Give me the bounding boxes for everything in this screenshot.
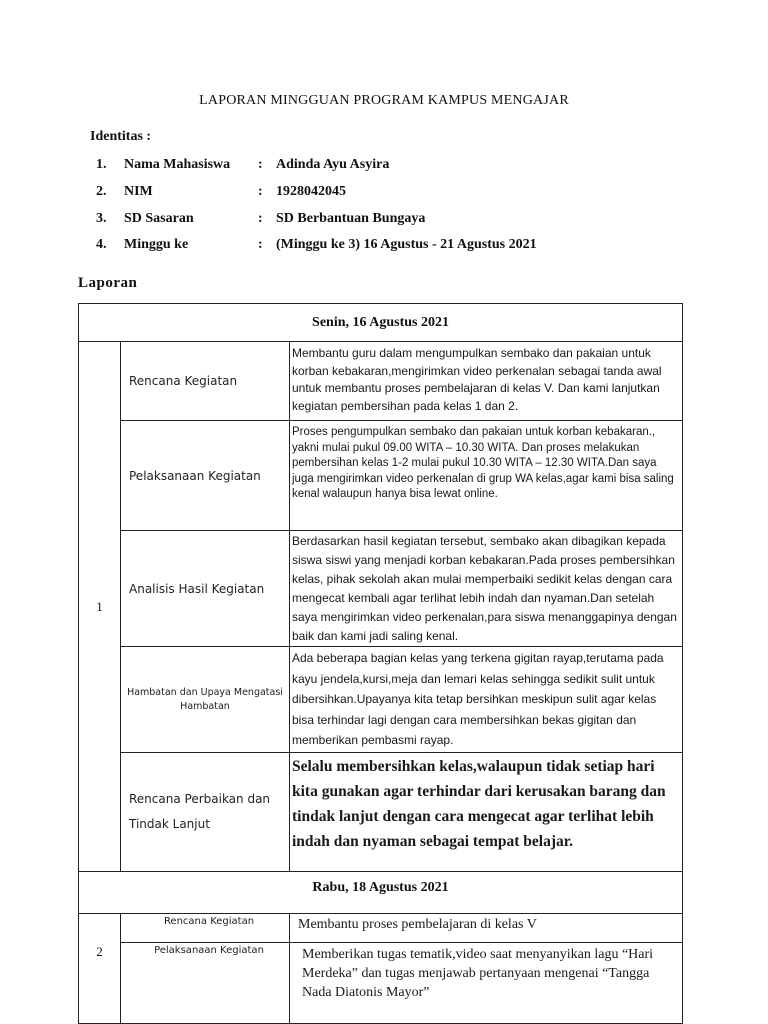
identitas-label-sd: SD Sasaran [124, 211, 194, 226]
identitas-value-sd: SD Berbantuan Bungaya [276, 211, 426, 226]
label-rencana-kegiatan-2: Rencana Kegiatan [120, 913, 290, 943]
identitas-value-minggu: (Minggu ke 3) 16 Agustus - 21 Agustus 2021 [276, 237, 537, 252]
content-hambatan: Ada beberapa bagian kelas yang terkena gigitan rayap,terutama pada kayu jendela,kursi,meja dan lemari kelas sehingga sedikit sulit untuk dibersihkan.Upayanya kita tetap bersihkan meskipun sulit agar kelas bisa terhindar lagi dengan cara membersihkan bekas gigitan dan memberikan pembasmi rayap. [289, 646, 683, 753]
day-number-1: 1 [78, 341, 121, 872]
identitas-row-nim [96, 184, 696, 204]
identitas-colon: : [258, 211, 263, 226]
identitas-number: 4. [96, 237, 107, 252]
identitas-label: Identitas : [90, 129, 152, 144]
content-rencana-kegiatan: Membantu guru dalam mengumpulkan sembako dan pakaian untuk korban kebakaran,mengirimkan video perkenalan sebagai tanda awal untuk membantu proses pembelajaran di kelas V. Dan kami lanjutkan kegiatan pembersihan pada kelas 1 dan 2. [289, 341, 683, 421]
identitas-number: 1. [96, 157, 107, 172]
label-pelaksanaan-kegiatan: Pelaksanaan Kegiatan [120, 420, 290, 531]
identitas-colon: : [258, 237, 263, 252]
content-rencana-perbaikan: Selalu membersihkan kelas,walaupun tidak setiap hari kita gunakan agar terhindar dari kerusakan barang dan tindak lanjut dengan cara mengecat agar terlihat lebih indah dan nyaman sebagai tempat belajar. [289, 752, 683, 872]
label-rencana-perbaikan: Rencana Perbaikan dan Tindak Lanjut [120, 752, 290, 872]
identitas-number: 2. [96, 184, 107, 199]
identitas-colon: : [258, 157, 263, 172]
content-rencana-kegiatan-2: Membantu proses pembelajaran di kelas V [289, 913, 683, 943]
identitas-row-sd [96, 211, 696, 231]
identitas-value-nim: 1928042045 [276, 184, 346, 199]
identitas-label-minggu: Minggu ke [124, 237, 189, 252]
identitas-row-minggu [96, 237, 696, 257]
day-number-2: 2 [78, 913, 121, 1024]
label-hambatan: Hambatan dan Upaya Mengatasi Hambatan [120, 646, 290, 753]
identitas-row-nama [96, 157, 696, 177]
content-pelaksanaan-kegiatan: Proses pengumpulkan sembako dan pakaian untuk korban kebakaran., yakni mulai pukul 09.00 WITA – 10.30 WITA. Dan proses melakukan pembersihan kelas 1-2 mulai pukul 10.30 WITA – 12.30 WITA.Dan saya juga mengirimkan video perkenalan di grup WA kelas,agar kami bisa saling kenal walaupun hanya bisa lewat online. [289, 420, 683, 531]
day-header-rabu: Rabu, 18 Agustus 2021 [78, 871, 683, 914]
content-analisis-hasil: Berdasarkan hasil kegiatan tersebut, sembako akan dibagikan kepada siswa siswi yang menjadi korban kebakaran.Pada proses pembersihkan kelas, pihak sekolah akan mulai memperbaiki sedikit kelas dengan cara mengecat kembali agar terlihat lebih indah dan nyaman.Dan setelah saya mengirimkan video perkenalan,para siswa menanggapinya dengan baik dan kami jadi saling kenal. [289, 530, 683, 647]
label-pelaksanaan-kegiatan-2: Pelaksanaan Kegiatan [120, 942, 290, 1024]
identitas-colon: : [258, 184, 263, 199]
day-header-senin: Senin, 16 Agustus 2021 [78, 303, 683, 342]
label-analisis-hasil: Analisis Hasil Kegiatan [120, 530, 290, 647]
identitas-label-nama: Nama Mahasiswa [124, 157, 231, 172]
label-rencana-kegiatan: Rencana Kegiatan [120, 341, 290, 421]
identitas-value-nama: Adinda Ayu Asyira [276, 157, 390, 172]
document-title: LAPORAN MINGGUAN PROGRAM KAMPUS MENGAJAR [199, 93, 569, 108]
identitas-label-nim: NIM [124, 184, 153, 199]
identitas-number: 3. [96, 211, 107, 226]
content-pelaksanaan-kegiatan-2: Memberikan tugas tematik,video saat menyanyikan lagu “Hari Merdeka” dan tugas menjawab pertanyaan mengenai “Tangga Nada Diatonis Mayor” [289, 942, 683, 1024]
laporan-label: Laporan [78, 275, 138, 291]
